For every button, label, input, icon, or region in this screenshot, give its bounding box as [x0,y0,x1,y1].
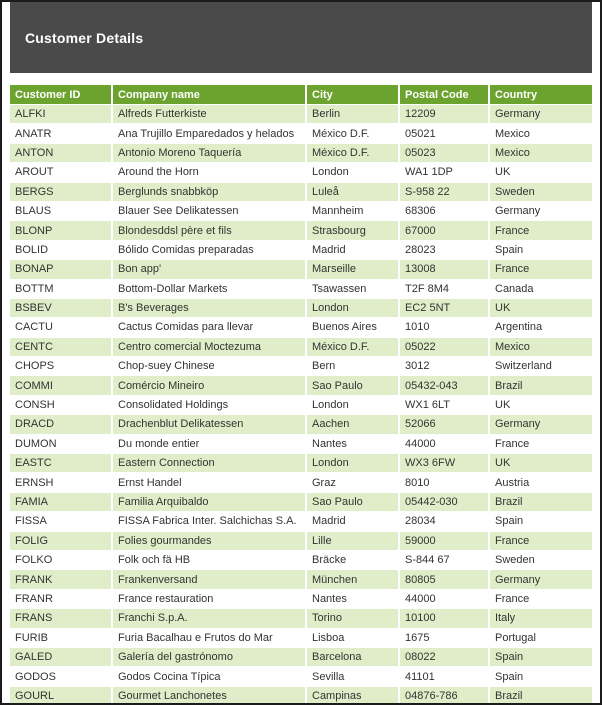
table-cell: London [307,454,400,473]
table-cell: CACTU [10,318,113,337]
table-row [10,260,592,279]
table-cell: Mannheim [307,202,400,221]
table-cell: ANTON [10,144,113,163]
table-cell: GOURL [10,687,113,705]
table-cell: Italy [490,609,592,628]
table-cell: UK [490,299,592,318]
table-cell: Galería del gastrónomo [113,648,307,667]
table-row [10,105,592,124]
table-cell: Sevilla [307,667,400,686]
table-cell: France [490,532,592,551]
table-row [10,163,592,182]
table-cell: B's Beverages [113,299,307,318]
table-cell: 52066 [400,415,490,434]
table-cell: Germany [490,105,592,124]
table-cell: Bólido Comidas preparadas [113,241,307,260]
table-row [10,376,592,395]
table-cell: France [490,590,592,609]
table-cell: Torino [307,609,400,628]
table-row [10,396,592,415]
table-cell: CENTC [10,338,113,357]
table-cell: 44000 [400,590,490,609]
table-cell: FAMIA [10,493,113,512]
table-cell: Berglunds snabbköp [113,183,307,202]
table-row [10,512,592,531]
table-cell: Franchi S.p.A. [113,609,307,628]
column-header: Country [490,85,592,105]
table-cell: FRANS [10,609,113,628]
table-cell: Spain [490,512,592,531]
table-row [10,280,592,299]
table-cell: Mexico [490,338,592,357]
table-cell: Sweden [490,551,592,570]
column-header: Postal Code [400,85,490,105]
table-cell: Buenos Aires [307,318,400,337]
table-row [10,609,592,628]
table-cell: Around the Horn [113,163,307,182]
table-cell: Madrid [307,241,400,260]
table-cell: ANATR [10,124,113,143]
table-cell: Bern [307,357,400,376]
table-cell: 10100 [400,609,490,628]
table-cell: Cactus Comidas para llevar [113,318,307,337]
table-cell: ERNSH [10,473,113,492]
table-cell: London [307,163,400,182]
table-cell: 05442-030 [400,493,490,512]
table-cell: Bottom-Dollar Markets [113,280,307,299]
table-cell: Tsawassen [307,280,400,299]
table-cell: FOLKO [10,551,113,570]
table-cell: EC2 5NT [400,299,490,318]
table-cell: Familia Arquibaldo [113,493,307,512]
table-row [10,338,592,357]
table-cell: WX3 6FW [400,454,490,473]
table-cell: München [307,570,400,589]
table-cell: 1675 [400,629,490,648]
table-row [10,299,592,318]
table-cell: Brazil [490,687,592,705]
table-cell: 8010 [400,473,490,492]
table-cell: Centro comercial Moctezuma [113,338,307,357]
table-cell: BONAP [10,260,113,279]
table-cell: FRANK [10,570,113,589]
table-cell: T2F 8M4 [400,280,490,299]
table-cell: DRACD [10,415,113,434]
table-cell: GODOS [10,667,113,686]
table-cell: DUMON [10,435,113,454]
table-cell: FISSA Fabrica Inter. Salchichas S.A. [113,512,307,531]
table-cell: Folies gourmandes [113,532,307,551]
table-cell: 13008 [400,260,490,279]
table-row [10,551,592,570]
table-cell: Madrid [307,512,400,531]
table-cell: Eastern Connection [113,454,307,473]
table-row [10,687,592,705]
table-body [10,105,592,705]
table-row [10,454,592,473]
table-cell: Brazil [490,376,592,395]
table-cell: 1010 [400,318,490,337]
table-cell: Germany [490,570,592,589]
table-cell: Canada [490,280,592,299]
table-cell: CHOPS [10,357,113,376]
table-cell: UK [490,454,592,473]
table-row [10,473,592,492]
table-cell: FISSA [10,512,113,531]
table-row [10,241,592,260]
table-cell: EASTC [10,454,113,473]
table-container [10,85,592,705]
table-cell: Austria [490,473,592,492]
column-header: Company name [113,85,307,105]
table-cell: Alfreds Futterkiste [113,105,307,124]
table-cell: 59000 [400,532,490,551]
table-cell: 3012 [400,357,490,376]
table-row [10,590,592,609]
customers-table [10,85,592,705]
table-cell: 05432-043 [400,376,490,395]
table-cell: S-958 22 [400,183,490,202]
table-row [10,144,592,163]
table-cell: FURIB [10,629,113,648]
table-cell: México D.F. [307,144,400,163]
column-header: City [307,85,400,105]
table-cell: Spain [490,241,592,260]
table-cell: México D.F. [307,124,400,143]
page-title: Customer Details [25,29,144,46]
table-row [10,435,592,454]
table-row [10,415,592,434]
table-cell: UK [490,396,592,415]
table-cell: Nantes [307,435,400,454]
table-cell: France [490,435,592,454]
table-cell: BOTTM [10,280,113,299]
table-cell: Ernst Handel [113,473,307,492]
table-cell: UK [490,163,592,182]
table-cell: London [307,396,400,415]
table-cell: Portugal [490,629,592,648]
table-cell: Blondesddsl père et fils [113,221,307,240]
table-row [10,318,592,337]
table-cell: Folk och fä HB [113,551,307,570]
table-cell: France [490,221,592,240]
table-cell: BLAUS [10,202,113,221]
table-cell: Du monde entier [113,435,307,454]
table-cell: Sao Paulo [307,493,400,512]
table-row [10,183,592,202]
table-cell: Germany [490,415,592,434]
table-cell: Brazil [490,493,592,512]
table-cell: 05021 [400,124,490,143]
table-cell: Sweden [490,183,592,202]
table-cell: Godos Cocina Típica [113,667,307,686]
table-cell: Barcelona [307,648,400,667]
table-cell: AROUT [10,163,113,182]
table-cell: BOLID [10,241,113,260]
table-cell: 05022 [400,338,490,357]
table-cell: Frankenversand [113,570,307,589]
table-cell: 28023 [400,241,490,260]
table-cell: France restauration [113,590,307,609]
table-row [10,357,592,376]
table-cell: S-844 67 [400,551,490,570]
table-cell: Lille [307,532,400,551]
table-cell: Switzerland [490,357,592,376]
table-cell: Bräcke [307,551,400,570]
table-cell: Bon app' [113,260,307,279]
column-header: Customer ID [10,85,113,105]
table-cell: 05023 [400,144,490,163]
table-cell: Consolidated Holdings [113,396,307,415]
table-cell: Antonio Moreno Taquería [113,144,307,163]
table-cell: Berlin [307,105,400,124]
table-cell: GALED [10,648,113,667]
table-cell: WA1 1DP [400,163,490,182]
table-cell: FRANR [10,590,113,609]
table-row [10,124,592,143]
table-cell: Lisboa [307,629,400,648]
table-row [10,532,592,551]
table-cell: Mexico [490,124,592,143]
table-cell: Strasbourg [307,221,400,240]
table-cell: COMMI [10,376,113,395]
table-cell: 67000 [400,221,490,240]
table-cell: France [490,260,592,279]
table-cell: FOLIG [10,532,113,551]
table-row [10,221,592,240]
table-cell: 41101 [400,667,490,686]
table-cell: CONSH [10,396,113,415]
table-cell: WX1 6LT [400,396,490,415]
table-cell: BSBEV [10,299,113,318]
table-cell: Furia Bacalhau e Frutos do Mar [113,629,307,648]
table-cell: 08022 [400,648,490,667]
table-cell: Nantes [307,590,400,609]
table-cell: Campinas [307,687,400,705]
table-cell: Argentina [490,318,592,337]
table-cell: Mexico [490,144,592,163]
table-cell: Luleå [307,183,400,202]
table-row [10,202,592,221]
table-cell: Germany [490,202,592,221]
table-row [10,629,592,648]
table-cell: Spain [490,667,592,686]
table-row [10,667,592,686]
table-cell: BERGS [10,183,113,202]
table-cell: London [307,299,400,318]
table-cell: 04876-786 [400,687,490,705]
table-cell: Marseille [307,260,400,279]
table-cell: Spain [490,648,592,667]
table-cell: 12209 [400,105,490,124]
table-cell: ALFKI [10,105,113,124]
table-cell: Blauer See Delikatessen [113,202,307,221]
table-cell: Sao Paulo [307,376,400,395]
table-cell: Comércio Mineiro [113,376,307,395]
table-cell: Chop-suey Chinese [113,357,307,376]
table-header-row [10,85,592,105]
table-row [10,493,592,512]
table-header [10,85,592,105]
table-cell: 80805 [400,570,490,589]
table-cell: Graz [307,473,400,492]
table-cell: Ana Trujillo Emparedados y helados [113,124,307,143]
table-cell: 68306 [400,202,490,221]
table-row [10,570,592,589]
table-cell: México D.F. [307,338,400,357]
table-cell: Gourmet Lanchonetes [113,687,307,705]
table-row [10,648,592,667]
page-header-banner [10,2,592,73]
table-cell: 44000 [400,435,490,454]
table-cell: 28034 [400,512,490,531]
table-cell: Aachen [307,415,400,434]
table-cell: BLONP [10,221,113,240]
table-cell: Drachenblut Delikatessen [113,415,307,434]
